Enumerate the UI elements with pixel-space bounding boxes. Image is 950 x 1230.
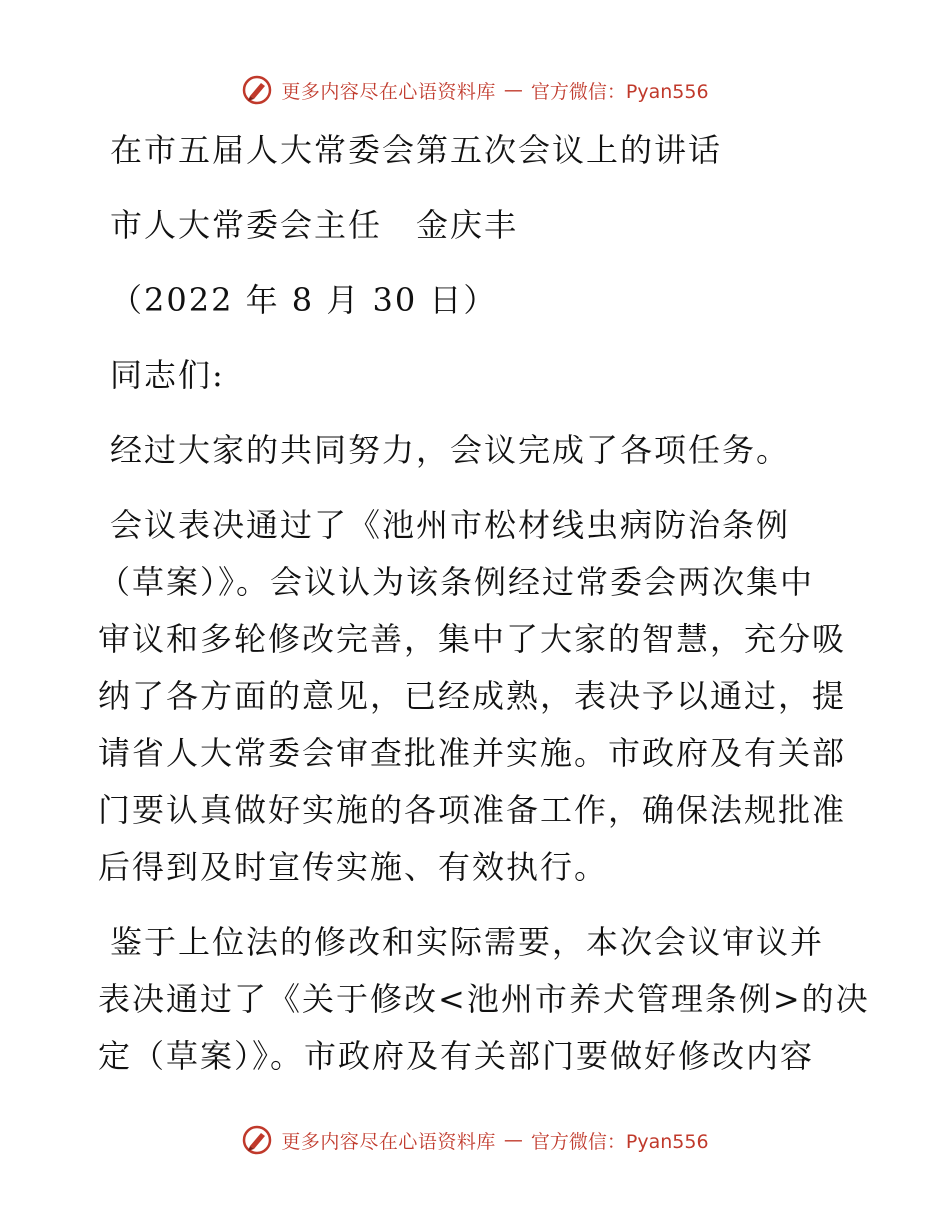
paragraph-2 [98,497,854,896]
paragraph-1: 经过大家的共同努力，会议完成了各项任务。 [110,431,791,469]
watermark-separator: — [503,1129,523,1151]
paragraph-3-line: 鉴于上位法的修改和实际需要，本次会议审议并 [110,923,825,961]
watermark-wechat: 官方微信：Pyan556 [530,80,709,103]
document-salutation: 同志们: [110,356,225,394]
paragraph-2-line: 会议表决通过了《池州市松材线虫病防治条例 [110,506,791,544]
paragraph-2-line: （草案）》。会议认为该条例经过常委会两次集中 [98,563,815,601]
paragraph-2-line: 纳了各方面的意见，已经成熟，表决予以通过，提 [98,677,847,715]
document-body [98,122,870,1085]
document-speaker: 市人大常委会主任 金庆丰 [110,206,519,244]
pen-logo-icon [241,74,273,106]
watermark-wechat: 官方微信：Pyan556 [530,1130,709,1153]
pen-logo-icon [241,1124,273,1156]
paragraph-2-line: 后得到及时宣传实施、有效执行。 [98,848,609,886]
paragraph-2-line: 门要认真做好实施的各项准备工作，确保法规批准 [98,791,847,829]
paragraph-2-line: 审议和多轮修改完善，集中了大家的智慧，充分吸 [98,620,847,658]
paragraph-3-line: 表决通过了《关于修改<池州市养犬管理条例>的决 [98,980,870,1018]
watermark-site-text: 更多内容尽在心语资料库 [281,1130,496,1153]
paragraph-2-line: 请省人大常委会审查批准并实施。市政府及有关部 [98,734,847,772]
watermark-separator: — [503,79,523,101]
paragraph-3-line: 定（草案）》。市政府及有关部门要做好修改内容 [98,1037,815,1075]
paragraph-3 [98,914,870,1085]
document-title: 在市五届人大常委会第五次会议上的讲话 [110,131,723,169]
watermark-site-text: 更多内容尽在心语资料库 [281,80,496,103]
watermark-footer [0,1120,950,1160]
document-date: （2022 年 8 月 30 日） [110,281,498,319]
watermark-header [0,70,950,110]
